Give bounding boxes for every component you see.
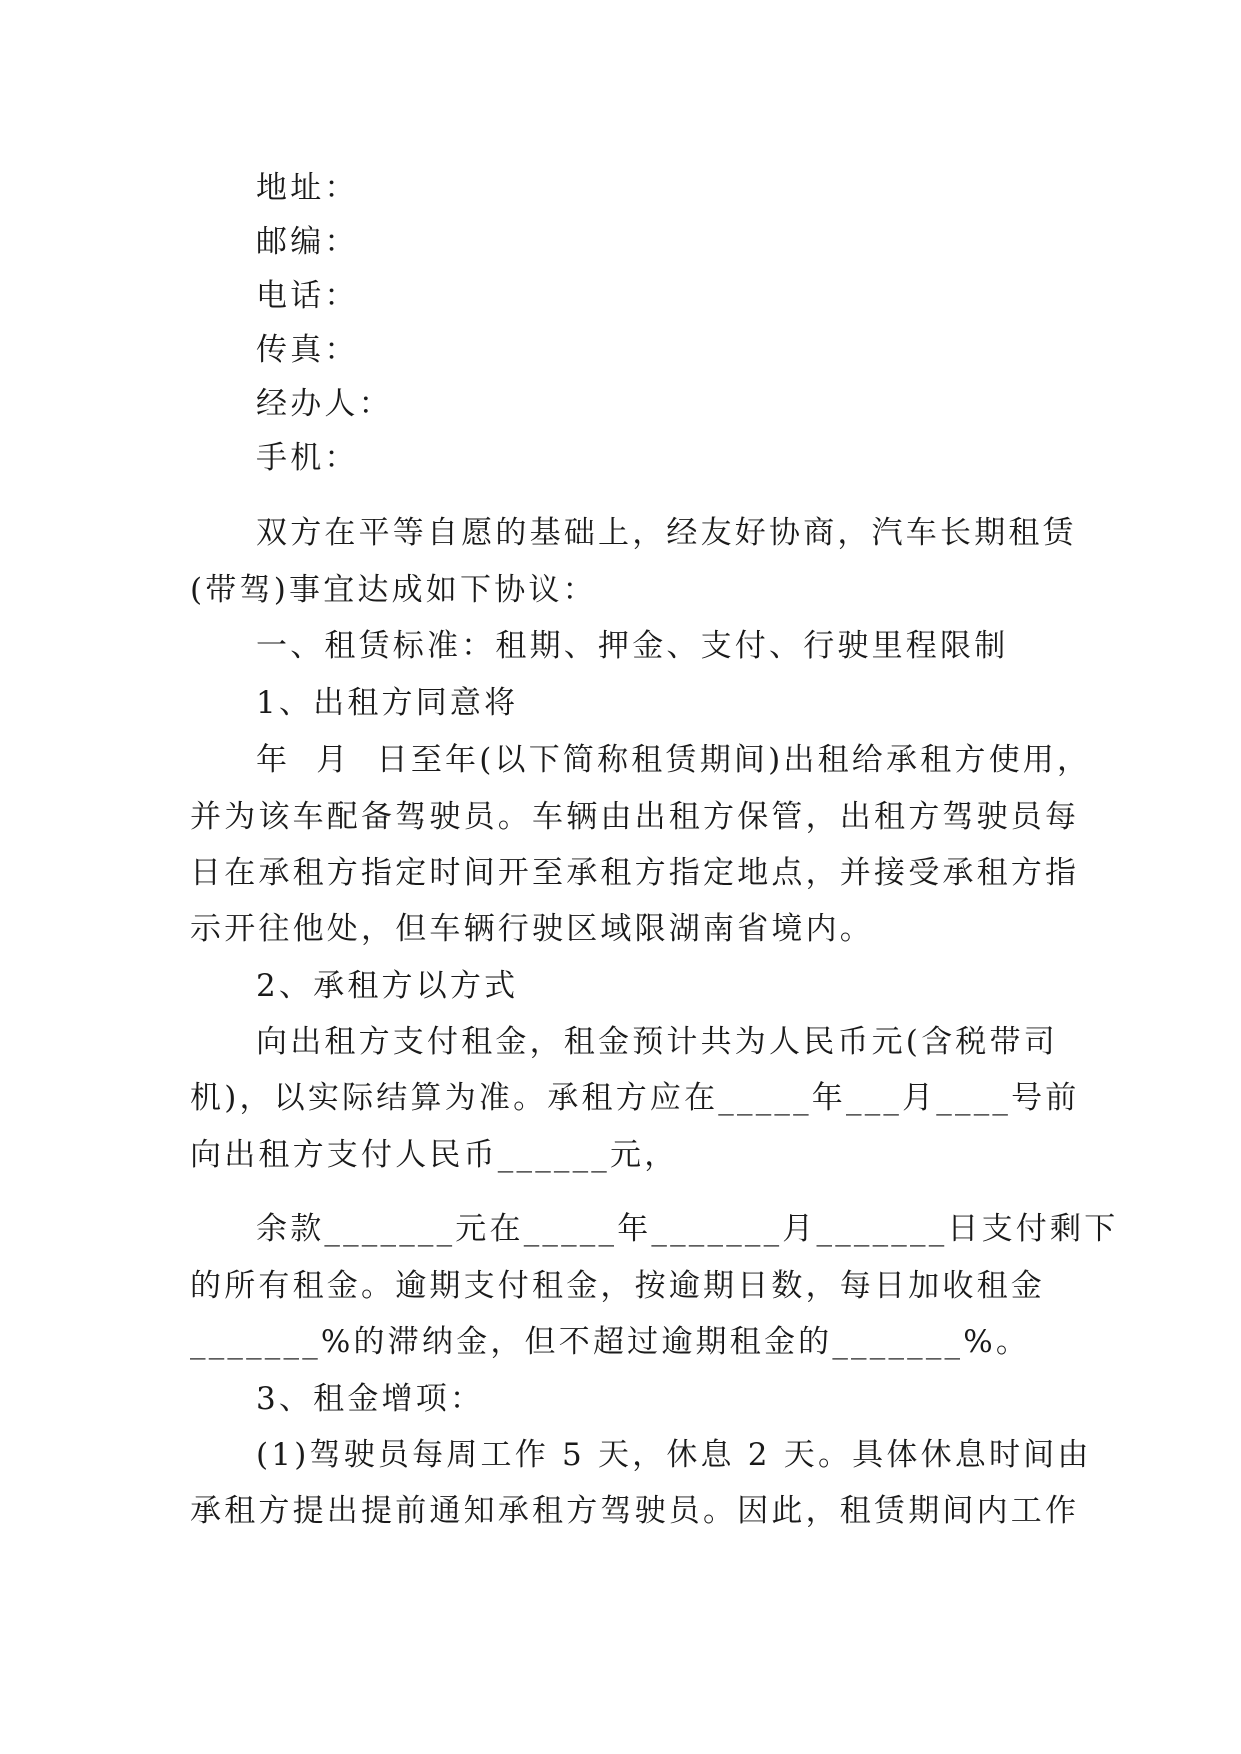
preamble-line-2: (带驾)事宜达成如下协议： <box>190 572 597 608</box>
clause-1-text-4: 示开往他处，但车辆行驶区域限湖南省境内。 <box>190 911 874 947</box>
clause-1-text-2: 并为该车配备驾驶员。车辆由出租方保管，出租方驾驶员每 <box>190 799 1080 835</box>
section-heading-1: 一、租赁标准：租期、押金、支付、行驶里程限制 <box>256 628 1009 664</box>
clause-2-text-5: 的所有租金。逾期支付租金，按逾期日数，每日加收租金 <box>190 1268 1045 1304</box>
clause-2-title: 2、承租方以方式 <box>256 968 519 1004</box>
clause-1-text-3: 日在承租方指定时间开至承租方指定地点，并接受承租方指 <box>190 855 1080 891</box>
clause-2-text-6: _______%的滞纳金，但不超过逾期租金的_______%。 <box>190 1324 1031 1360</box>
phone-label: 电话： <box>256 278 359 314</box>
clause-2-text-1: 向出租方支付租金，租金预计共为人民币元(含税带司 <box>256 1024 1058 1060</box>
handler-label: 经办人： <box>256 386 393 422</box>
clause-3-title: 3、租金增项： <box>256 1381 485 1417</box>
clause-3-text-2: 承租方提出提前通知承租方驾驶员。因此，租赁期间内工作 <box>190 1493 1080 1529</box>
clause-2-text-4: 余款_______元在_____年_______月_______日支付剩下 <box>256 1211 1119 1247</box>
clause-2-text-2: 机)，以实际结算为准。承租方应在_____年___月____号前 <box>190 1080 1080 1116</box>
preamble-line-1: 双方在平等自愿的基础上，经友好协商，汽车长期租赁 <box>256 515 1077 551</box>
clause-2-text-3: 向出租方支付人民币______元， <box>190 1137 679 1173</box>
address-label: 地址： <box>256 170 359 206</box>
mobile-label: 手机： <box>256 440 359 476</box>
fax-label: 传真： <box>256 332 359 368</box>
clause-1-title: 1、出租方同意将 <box>256 685 519 721</box>
postcode-label: 邮编： <box>256 224 359 260</box>
clause-3-text-1: (1)驾驶员每周工作 5 天，休息 2 天。具体休息时间由 <box>256 1437 1092 1473</box>
clause-1-text-1: 年 月 日至年(以下简称租赁期间)出租给承租方使用， <box>256 742 1092 778</box>
